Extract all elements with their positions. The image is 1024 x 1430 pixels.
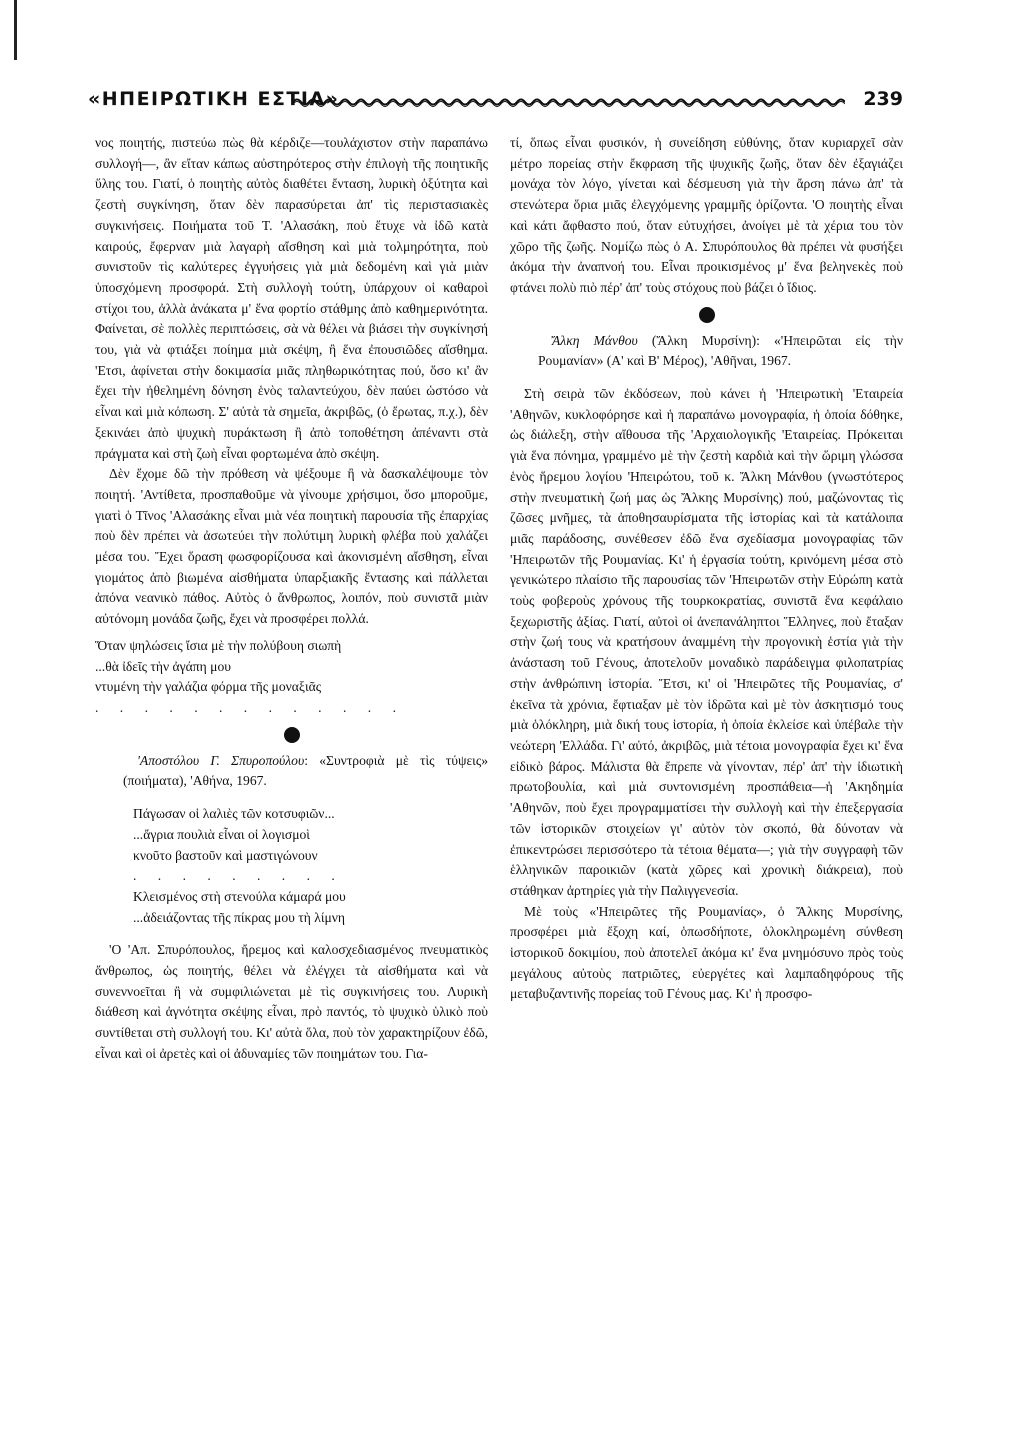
right-paragraph-2: Στὴ σειρὰ τῶν ἐκδόσεων, ποὺ κάνει ἡ 'Ηπειρωτικὴ 'Εταιρεία 'Αθηνῶν, κυκλοφόρησε καὶ ἡ παραπάνω μονογραφία, ἡ ὁποία δόθηκε, ὡς διάλεξη, στὴν αἴθουσα τῆς 'Αρχαιολογικῆς 'Εταιρείας. Πρόκειται γιὰ ἕνα πόνημα, γραμμένο μὲ τὴν ζεστὴ καρδιὰ καὶ τὴν ὥριμη γλώσσα ἑνὸς ἥρεμου λογίου 'Ηπειρώτου, τοῦ κ. Ἄλκη Μάνθου (γνωστότερος στὴν πνευματικὴ ζωή μας ὡς Ἄλκης Μυρσίνης) πού, μαζώνοντας τὶς ζῶσες μνῆμες, τὰ ἀποθησαυρίσματα τῆς ἱστορίας καὶ τὰ κατάλοιπα μιᾶς παράδοσης, συνέθεσεν ἐδῶ ἕνα σχεδίασμα μονογραφίας τῶν 'Ηπειρωτῶν τῆς Ρουμανίας. Κι' ἡ ἐργασία τούτη, κρινόμενη μέσα στὸ γενικώτερο πλαίσιο τῆς παρουσίας τῶν 'Ηπειρωτῶν στὴν Εὐρώπη κατὰ τοὺς φοβεροὺς χρόνους τῆς τουρκοκρατίας, συνιστᾶ ἕνα κεφάλαιο ξεχωριστῆς ἀξίας. Γιατί, αὐτοὶ οἱ ἀνεπανάληπτοι Ἕλληνες, ποὺ ἔταξαν στὴν ζωή τους νὰ κρατήσουν ἀναμμένη τὴν προγονικὴ ἑστία γιὰ τὴν ἀνάσταση τοῦ Γένους, ἀποτελοῦν μοναδικὸ παράδειγμα φιλοπατρίας στὴν ἀνθρώπινη ἱστορία. Ἔτσι, κι' οἱ 'Ηπειρῶτες τῆς Ρουμανίας, σ' ἐκεῖνα τὰ χρόνια, ἔφτιαξαν μὲ τὸν ἱδρῶτα καὶ μὲ τὸν ἀσκητισμό τους μιὰ ὁλόκληρη, μιὰ δική τους ἱστορία, ἡ ὁποία ἐκλείσε καὶ ὑπέβαλε τὴν νεώτερη 'Ελλάδα. Γι' αὐτό, ἀκριβῶς, μιὰ τέτοια μονογραφία ἔχει κι' ἕνα εἰδικὸ βάρος. Μάλιστα θὰ ἔπρεπε νὰ γίνονταν, πέρ' ἀπ' τὴν ἰδιωτικὴ πρωτοβουλία, καὶ μιὰ συντονισμένη προσπάθεια—ἡ 'Ακηδημία 'Αθηνῶν, ποὺ ἔχει προγραμματίσει τὴν συλλογὴ καὶ τὴν ἐπεξεργασία τῶν ἱστορικῶν στοιχείων γι' αὐτὸν τὸν σκοπό, θὰ δύνοταν νὰ ἐπικεντρώσει περισσότερο τὰ τέτοια θέματα—; γιὰ τὴν συγγραφὴ τῶν ἑλληνικῶν παροικιῶν (κατὰ χῶρες καὶ χρονικὴ διάκρεια), ποὺ στάθηκαν ἀρτηρίες γιὰ τὴν Παλιγγενεσία. (510, 386, 903, 898)
journal-title: «ΗΠΕΙΡΩΤΙΚΗ ΕΣΤΙΑ» (88, 88, 340, 110)
book-reference (95, 751, 488, 792)
reference-author: 'Αποστόλου Γ. Σπυροπούλου (137, 752, 305, 768)
poem-line: ...θὰ ἰδεῖς τὴν ἀγάπη μου (95, 658, 231, 674)
left-paragraph-3: 'Ο 'Απ. Σπυρόπουλος, ἤρεμος καὶ καλοσχεδιασμένος πνευματικὸς ἄνθρωπος, ὡς ποιητής, θέλει νὰ ἐλέγχει τὰ αἰσθήματα καὶ νὰ συνεννοεῖται ἢ νὰ συμφιλιώνεται μὲ τὶς συγκινήσεις του. Λυρικὴ διάθεση καὶ ἀγνότητα σκέψης εἶναι, πρὸ παντός, τὸ ψυχικὸ ὑλικὸ ποὺ συντίθεται στὴ συλλογή του. Κι' αὐτὰ ὅλα, ποὺ τὸν χαρακτηρίζουν ἐδῶ, εἶναι καὶ οἱ ἀρετὲς καὶ οἱ ἀδυναμίες τῶν ποιημάτων του. Για- (95, 942, 488, 1061)
poem-line: Κλεισμένος στὴ στενούλα κάμαρά μου (133, 888, 346, 904)
poem-line: ...ἀδειάζοντας τῆς πίκρας μου τὴ λίμνη (133, 909, 346, 925)
poem-line: Πάγωσαν οἱ λαλιὲς τῶν κοτσυφιῶν... (133, 806, 335, 822)
poem-excerpt-2 (95, 804, 488, 928)
poem-excerpt-1 (95, 636, 488, 719)
poem-line: κνοῦτο βαστοῦν καὶ μαστιγώνουν (133, 847, 318, 863)
left-paragraph-1: νος ποιητής, πιστεύω πὼς θὰ κέρδιζε—τουλάχιστον στὴν παραπάνω συλλογή—, ἂν εἴταν κάπως αὐστηρότερος στὴν ἐπιλογὴ τῆς ποιητικῆς ὕλης του. Γιατί, ὁ ποιητὴς αὐτὸς διαθέτει ἔνταση, λυρικὴ ὀξύτητα καὶ ζεστὴ συγκίνηση, ὅταν δὲν παρασύρεται ἀπ' τὶς περιστασιακὲς συγκινήσεις. Ποιήματα τοῦ Τ. 'Αλασάκη, ποὺ ἔτυχε νὰ ἰδῶ κατὰ καιρούς, ἔφερναν μιὰ λαγαρὴ αἴσθηση καὶ μιὰ τολμηρότητα, ποὺ συνιστοῦν τὶς καλύτερες ἐγγυήσεις γιὰ μιὰ δεδομένη καὶ γιὰ μιὰν ὑποσχόμενη προσφορά. Στὴ συλλογὴ τούτη, ὑπάρχουν οἱ καθαροὶ στίχοι του, ἀλλὰ ἀνάκατα μ' ἕνα φορτίο στάθμης ἀπὸ καθημερινότητα. Φαίνεται, σὲ πολλὲς περιπτώσεις, σὰ νὰ θέλει νὰ βιάσει τὴν συγκίνησή του, γιὰ νὰ φτιάξει ποίημα μιὰ σκέψη, ἢ ἕνα ἐπουσιῶδες αἴσθημα. 'Ετσι, ἀφίνεται στὴν δοκιμασία μιᾶς πληθωρικότητας πού, ὅσο κι' ἂν ἔχει τὴν ἠθελημένη δόνηση ἑνὸς ταλαντεύχου, δὲν παύει ὡστόσο νὰ εἶναι καὶ μιὰ κόπωση. Σ' αὐτὰ τὰ σημεῖα, ἀκριβῶς, (ὁ ἔρωτας, π.χ.), δὲν ξεκινάει ἀπὸ ψυχικὴ πυράκτωση ἢ ἀπὸ τοποθέτηση ἀπέναντι στὰ πράγματα καὶ στὴ ζωὴ εἶναι φορτωμένα ἀπὸ σκέψη. (95, 135, 488, 461)
margin-scan-mark (14, 0, 17, 60)
page-header (88, 88, 903, 116)
poem-line: Ὅταν ψηλώσεις ἴσια μὲ τὴν πολύβουη σιωπὴ (95, 637, 342, 653)
page-number: 239 (863, 88, 903, 110)
reference-title: (Ἄλκη Μυρσίνη): «'Ηπειρῶται εἰς τὴν Ρουμανίαν» (Α' καὶ Β' Μέρος), 'Αθῆναι, 1967. (538, 332, 903, 369)
book-reference (510, 331, 903, 372)
decorative-wavy-rule (293, 97, 845, 107)
ellipsis-dots: . . . . . . . . . (133, 868, 344, 884)
section-bullet (284, 727, 300, 743)
right-paragraph-1: τί, ὅπως εἶναι φυσικόν, ἡ συνείδηση εὐθύνης, ὅταν κυριαρχεῖ σὰν μέτρο πορείας στὴν ἔκφραση τῆς ψυχικῆς ζωῆς, ὅταν δὲν ἐξαγιάζει μονάχα τὸν λόγο, γίνεται καὶ δέσμευση γιὰ τὴν ἄρση πάνω ἀπ' τὰ στενώτερα ὅρια μιᾶς ἐλεγχόμενης γραμμῆς ὁρίζοντα. 'Ο ποιητὴς εἶναι καὶ κάτι ἄφθαστο πού, ὅταν εὐτυχήσει, ἀνοίγει μὲ τὰ χέρια του τὸν χῶρο τῆς ζωῆς. Νομίζω πὼς ὁ Α. Σπυρόπουλος θὰ πρέπει νὰ φυσήξει ἀκόμα τὴν ἀναπνοή του. Εἶναι προικισμένος μ' ἕνα βεληνεκὲς ποὺ φτάνει πολὺ πιὸ πέρ' ἀπ' τοὺς στόχους ποὺ βάζει ὁ ἴδιος. (510, 135, 903, 295)
left-paragraph-2: Δὲν ἔχομε δῶ τὴν πρόθεση νὰ ψέξουμε ἢ νὰ δασκαλέψουμε τὸν ποιητή. 'Αντίθετα, προσπαθοῦμε νὰ γίνουμε χρήσιμοι, ὅσο μποροῦμε, γιατὶ ὁ Τῖνος 'Αλασάκης εἶναι μιὰ νέα ποιητικὴ παρουσία τῆς ἐπαρχίας ποὺ δὲν πρέπει νὰ ἀσωτεύει τὴν πολύτιμη λυρικὴ φλέβα ποὺ χαλάζει μέσα του. Ἔχει ὅραση φωσφορίζουσα καὶ ἀκονισμένη αἴσθηση, εἶναι γιομάτος ἀπὸ βιωμένα αἰσθήματα ὑπαρξιακῆς ἔντασης καὶ πάλλεται ἀπόνα νεανικὸ πάθος. Αὐτὸς ὁ ἄνθρωπος, λοιπόν, ποὺ συνιστᾶ μιὰν αὐτόνομη μονάδα ζωῆς, ἔχει νὰ προσφέρει πολλά. (95, 466, 488, 627)
reference-title: : «Συντροφιὰ μὲ τὶς τύψεις» (ποιήματα), 'Αθήνα, 1967. (123, 752, 488, 789)
right-column (510, 133, 903, 1005)
right-paragraph-3: Μὲ τοὺς «'Ηπειρῶτες τῆς Ρουμανίας», ὁ Ἄλκης Μυρσίνης, προσφέρει μιὰ ἔξοχη καί, ὁπωσδήποτε, ὁλοκληρωμένη σύνθεση ἱστορικοῦ δοκιμίου, ποὺ ἀποτελεῖ ἀκόμα κι' ἕνα μνημόσυνο πρὸς τοὺς μεγάλους αὐτοὺς πατριῶτες, εὐεργέτες καὶ λαμπαδηφόρους τῆς μεταβυζαντινῆς πορείας τοῦ Γένους μας. Κι' ἡ προσφο- (510, 903, 903, 1002)
ellipsis-dots: . . . . . . . . . . . . . (95, 699, 405, 715)
reference-author: Ἄλκη Μάνθου (552, 332, 638, 348)
section-bullet (699, 307, 715, 323)
poem-line: ...ἄγρια πουλιὰ εἶναι οἱ λογισμοὶ (133, 826, 310, 842)
left-column (95, 133, 488, 1065)
poem-line: ντυμένη τὴν γαλάζια φόρμα τῆς μοναξιᾶς (95, 679, 322, 695)
